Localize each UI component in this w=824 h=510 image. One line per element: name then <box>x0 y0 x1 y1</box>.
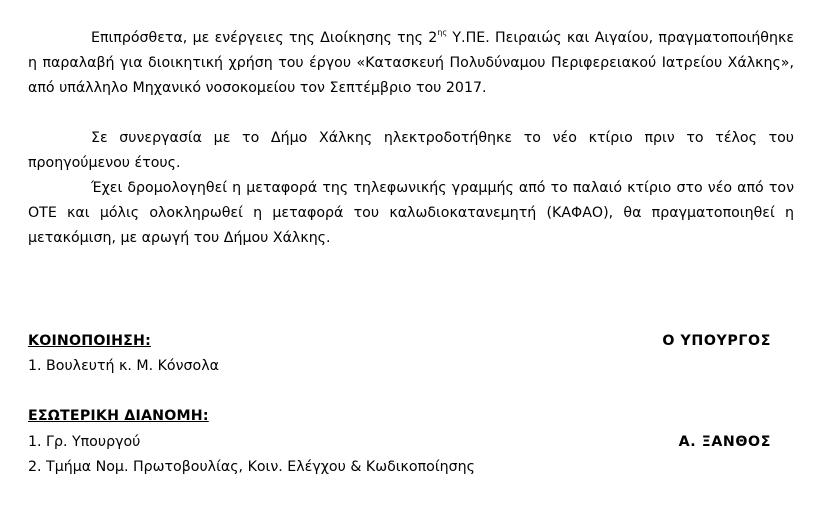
internal-distribution-item-1: 1. Γρ. Υπουργού <box>28 434 141 450</box>
ordinal-superscript: ης <box>437 28 448 37</box>
paragraph-2 <box>28 126 794 176</box>
internal-distribution-item-2: 2. Τμήμα Νομ. Πρωτοβουλίας, Κοιν. Ελέγχου & Κωδικοποίησης <box>28 459 475 475</box>
signatory-title: Ο ΥΠΟΥΡΓΟΣ <box>662 333 771 349</box>
paragraph-3 <box>28 176 794 251</box>
paragraph-1-text-end: Υ.ΠΕ. Πειραιώς και Αιγαίου, πραγματοποιήθηκε η παραλαβή για διοικητική χρήση του έργου «Κατασκευή Πολυδύναμου Περιφερειακού Ιατρείου Χάλκης», από υπάλληλο Μηχανικό νοσοκομείου τον Σεπτέμβριο του 2017. <box>28 30 795 96</box>
paragraph-2-text: Σε συνεργασία με το Δήμο Χάλκης ηλεκτροδοτήθηκε το νέο κτίριο πριν το τέλος του προηγούμενου έτους. <box>28 130 794 171</box>
notification-item: 1. Βουλευτή κ. Μ. Κόνσολα <box>28 358 219 374</box>
notification-heading: ΚΟΙΝΟΠΟΙΗΣΗ: <box>28 333 151 349</box>
paragraph-1 <box>28 26 794 101</box>
paragraph-1-text-start: Επιπρόσθετα, με ενέργειες της Διοίκησης της 2 <box>91 30 438 46</box>
internal-distribution-heading: ΕΣΩΤΕΡΙΚΗ ΔΙΑΝΟΜΗ: <box>28 408 209 424</box>
signatory-name: Α. ΞΑΝΘΟΣ <box>678 434 771 450</box>
paragraph-3-text: Έχει δρομολογηθεί η μεταφορά της τηλεφωνικής γραμμής από το παλαιό κτίριο στο νέο από τον ΟΤΕ και μόλις ολοκληρωθεί η μεταφορά του καλωδιοκατανεμητή (ΚΑΦΑΟ), θα πραγματοποιηθεί η μετακόμιση, με αρωγή του Δήμου Χάλκης. <box>28 180 794 246</box>
